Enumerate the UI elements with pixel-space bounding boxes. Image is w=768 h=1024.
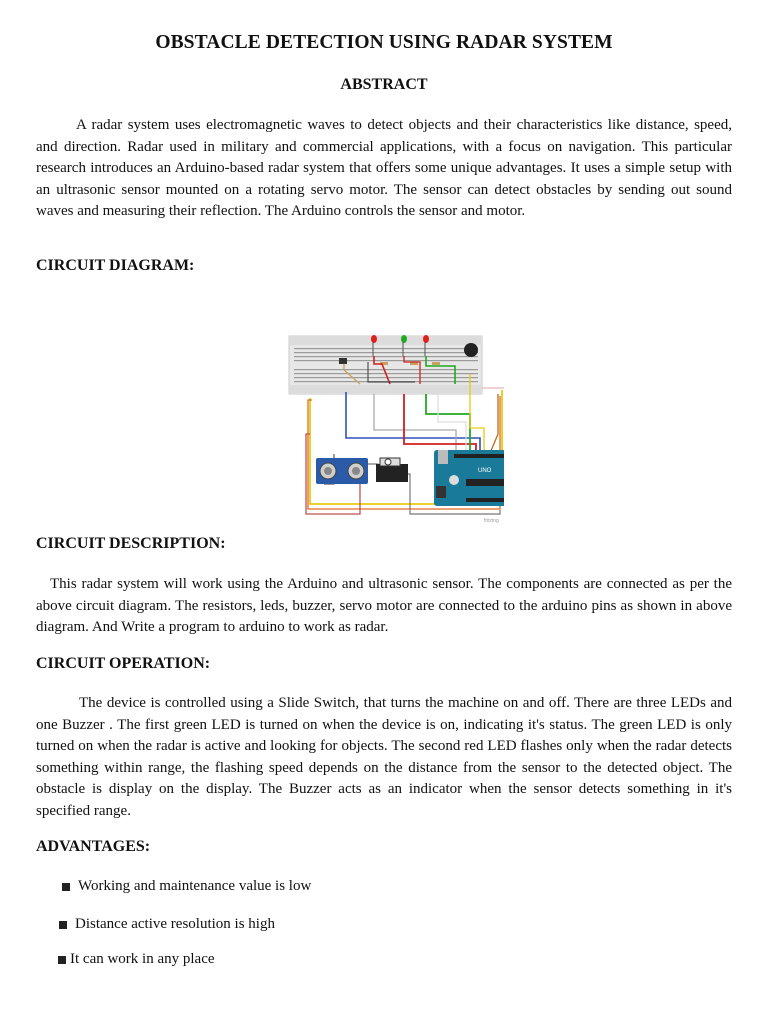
bullet-square-icon — [62, 883, 70, 891]
circuit-description-text: This radar system will work using the Arduino and ultrasonic sensor. The components are connected as per the above circuit diagram. The resistors, leds, buzzer, servo motor are connected to the arduino pins as shown in above diagram. And Write a program to arduino to work as radar. — [36, 576, 732, 635]
ultrasonic-sensor — [316, 458, 368, 484]
advantages-heading: ADVANTAGES: — [36, 838, 151, 855]
bullet-square-icon — [58, 956, 66, 964]
circuit-operation-text: The device is controlled using a Slide Switch, that turns the machine on and off. There are three LEDs and one Buzzer . The first green LED is turned on when the device is on, indicating it's status. The green LED is only turned on when the radar is active and looking for objects. The second red LED flashes only when the radar detects something within range, the flashing speed depends on the distance from the sensor to the detected object. The obstacle is display on the display. The Buzzer acts as an indicator when the sensor detects something in it's specified range. — [36, 695, 732, 819]
circuit-description-heading: CIRCUIT DESCRIPTION: — [36, 535, 226, 552]
advantage-item: It can work in any place — [58, 951, 215, 968]
advantage-item: Working and maintenance value is low — [62, 878, 311, 895]
circuit-operation-heading: CIRCUIT OPERATION: — [36, 655, 211, 672]
buzzer — [464, 343, 478, 357]
abstract-text: A radar system uses electromagnetic waves to detect objects and their characteristics like distance, speed, and direction. Radar used in military and commercial applications, with a focus on navigation. This particular research introduces an Arduino-based radar system that offers some unique advantages. It uses a simple setup with an ultrasonic sensor mounted on a rotating servo motor. The sensor can detect obstacles by sending out sound waves and measuring their reflection. The Arduino controls the sensor and motor. — [36, 117, 732, 219]
bullet-square-icon — [59, 921, 67, 929]
fritzing-watermark: fritzing — [484, 518, 499, 524]
circuit-diagram-image — [270, 334, 504, 524]
document-title: OBSTACLE DETECTION USING RADAR SYSTEM — [155, 32, 613, 53]
slide-switch — [339, 358, 347, 364]
servo-motor — [376, 458, 408, 482]
abstract-heading: ABSTRACT — [340, 76, 428, 93]
circuit-diagram-figure — [270, 334, 504, 524]
advantage-item: Distance active resolution is high — [59, 916, 275, 933]
arduino-uno-board — [434, 450, 504, 506]
svg-text:UNO: UNO — [478, 468, 492, 474]
circuit-diagram-heading: CIRCUIT DIAGRAM: — [36, 257, 195, 274]
